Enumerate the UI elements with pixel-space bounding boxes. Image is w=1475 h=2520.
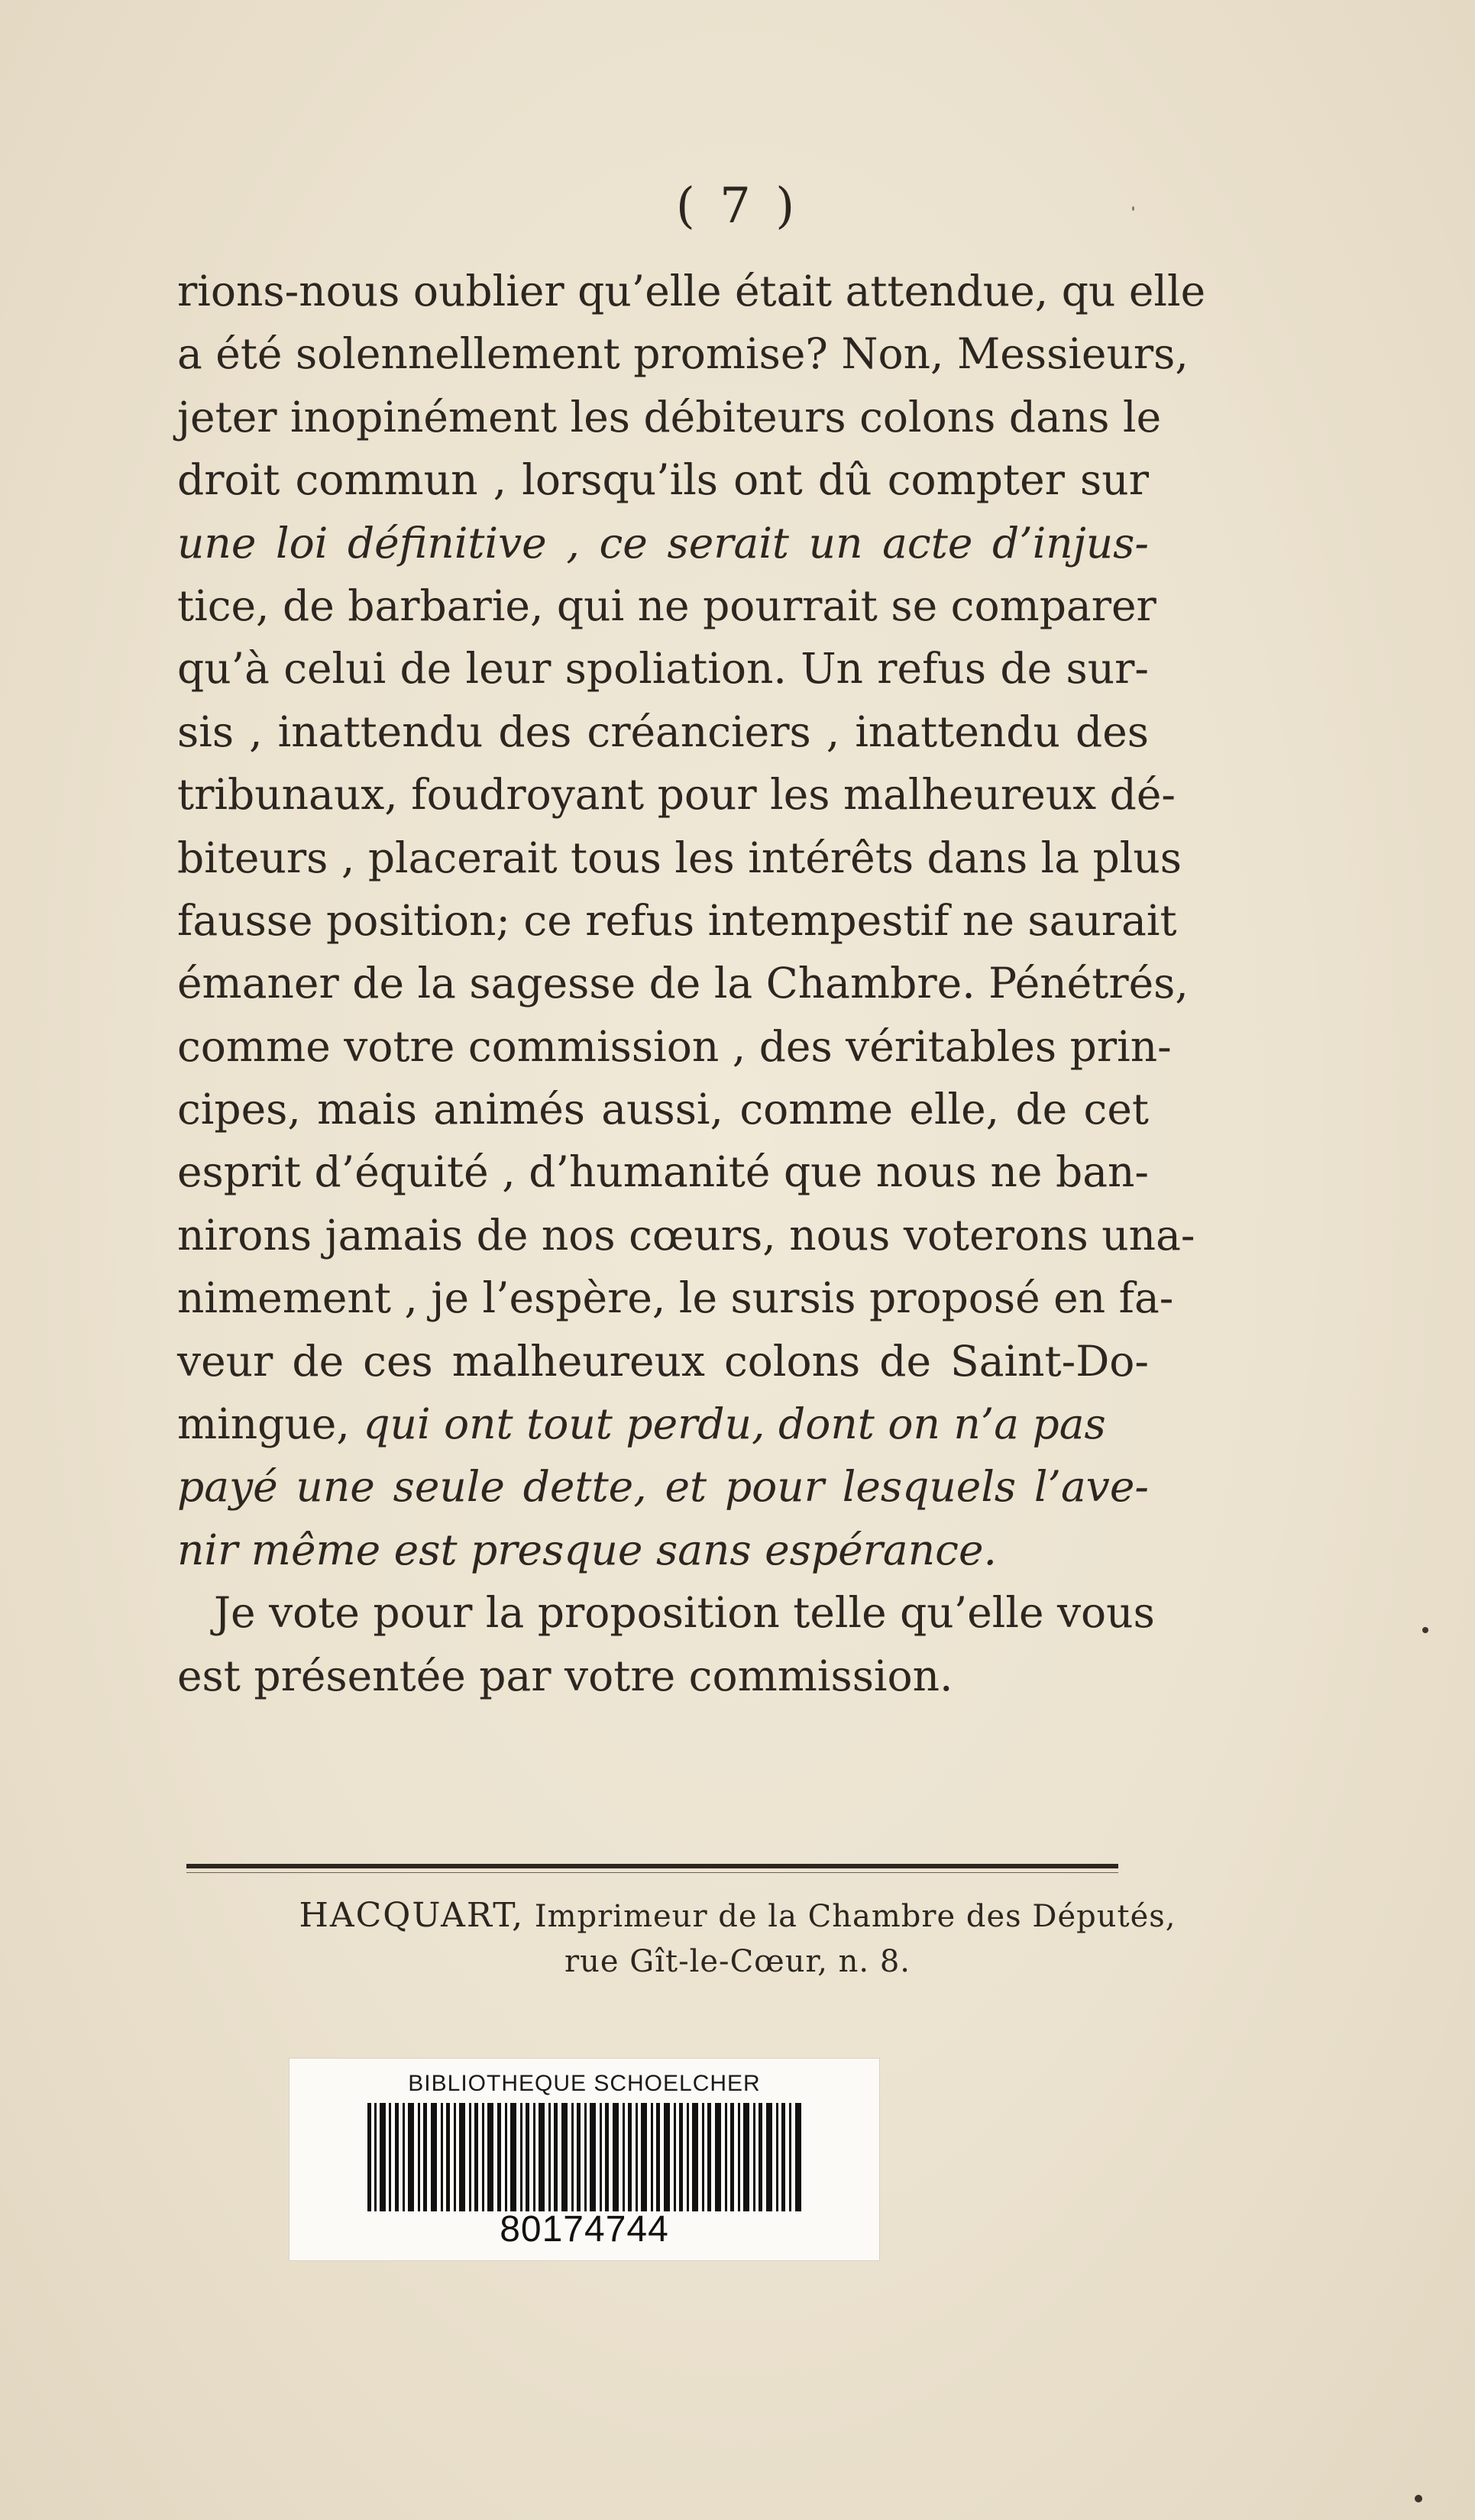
text-line: qu’à celui de leur spoliation. Un refus de sur- [177, 644, 1149, 694]
text-line: émaner de la sagesse de la Chambre. Pénétrés, [177, 959, 1189, 1008]
page-number: ( 7 ) [675, 178, 800, 235]
text-line: sis , inattendu des créanciers , inattendu des [177, 707, 1149, 756]
text-line: tice, de barbarie, qui ne pourrait se comparer [177, 581, 1156, 630]
body-text [177, 260, 1206, 1707]
text-line: comme votre commission , des véritables prin- [177, 1021, 1172, 1071]
text-line: cipes, mais animés aussi, comme elle, de cet [177, 1085, 1149, 1134]
printer-address: rue Gît-le-Cœur, n. 8. [564, 1944, 911, 1979]
text-line: jeter inopinément les débiteurs colons dans le [177, 392, 1162, 442]
paper-speck [1415, 2495, 1422, 2502]
text-line-italic: payé une seule dette, et pour lesquels l’ave- [177, 1462, 1149, 1512]
library-name: BIBLIOTHEQUE SCHOELCHER [408, 2071, 761, 2096]
separator-rule-thin [186, 1872, 1118, 1873]
text-line-italic: nir même est presque sans espérance. [177, 1525, 997, 1574]
paper-speck [1422, 1627, 1428, 1633]
barcode-number: 80174744 [500, 2209, 669, 2250]
text-line: nimement , je l’espère, le sursis proposé en fa- [177, 1273, 1174, 1323]
text-line: veur de ces malheureux colons de Saint-Do- [177, 1336, 1149, 1386]
printer-title: Imprimeur de la Chambre des Députés, [534, 1899, 1176, 1934]
text-line: a été solennellement promise? Non, Messieurs, [177, 329, 1189, 379]
printer-imprint [0, 1896, 1475, 1935]
text-line: esprit d’équité , d’humanité que nous ne ban- [177, 1147, 1149, 1197]
text-line: fausse position; ce refus intempestif ne saurait [177, 895, 1177, 945]
text-segment: mingue, [177, 1399, 350, 1449]
printer-name: HACQUART, [299, 1896, 525, 1935]
text-line: est présentée par votre commission. [177, 1651, 953, 1700]
text-line: Je vote pour la proposition telle qu’elle vous [214, 1588, 1155, 1638]
text-line: biteurs , placerait tous les intérêts dans la plus [177, 833, 1182, 882]
italic-phrase: une loi définitive , ce serait un acte d’injus- [177, 518, 1149, 568]
text-line-italic [177, 512, 1149, 574]
text-line: tribunaux, foudroyant pour les malheureux dé- [177, 770, 1176, 820]
text-line: nirons jamais de nos cœurs, nous voterons una- [177, 1210, 1195, 1260]
text-line: rions-nous oublier qu’elle était attendue, qu elle [177, 267, 1206, 315]
paper-speck [1132, 206, 1134, 211]
library-barcode-label [289, 2058, 880, 2261]
italic-phrase: qui ont tout perdu, dont on n’a pas [363, 1399, 1106, 1449]
barcode-icon [367, 2103, 801, 2211]
text-line: droit commun , lorsqu’ils ont dû compter sur [177, 455, 1149, 505]
text-line-mixed [177, 1393, 1149, 1455]
separator-rule [186, 1864, 1118, 1868]
